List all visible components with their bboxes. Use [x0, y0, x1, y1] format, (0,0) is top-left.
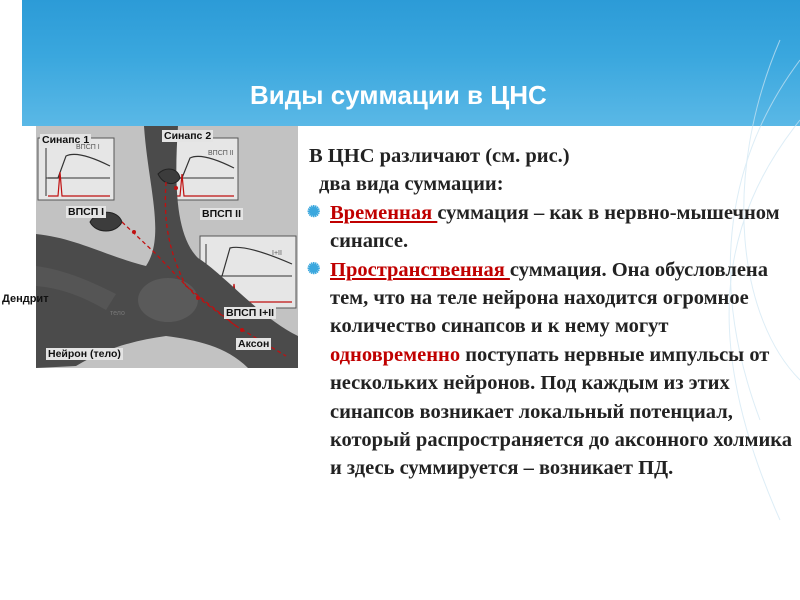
body-small-label: тело — [110, 310, 125, 317]
slide-title: Виды суммации в ЦНС — [250, 80, 547, 110]
temporal-term: Временная — [330, 201, 438, 224]
epsp2-small-label: ВПСП II — [208, 150, 234, 157]
synapse1-label: Синапс 1 — [42, 134, 90, 146]
temporal-text: суммация – как в нервно-мышечном синапсе. — [330, 201, 780, 253]
spatial-text-a: суммация. Она обусловлена тем, что на теле нейрона находится огромное количество синапсов и к нему могут — [330, 258, 768, 338]
neuron-diagram — [36, 126, 298, 368]
spatial-term: Пространственная — [330, 258, 510, 281]
axon-label: Аксон — [238, 338, 270, 350]
intro-line-2: два вида суммации: — [319, 173, 504, 196]
epsp1-label: ВПСП I — [68, 206, 105, 218]
spatial-summation-item — [305, 256, 795, 483]
star-bullet-icon: ✺ — [307, 203, 321, 221]
spatial-text-b: поступать нервные импульсы от нескольких нейронов. Под каждым из этих синапсов возникает локальный потенциал, который распространяется до аксонного холмика и здесь суммируется – возникает ПД. — [330, 343, 793, 480]
epsp12-label: ВПСП I+II — [226, 307, 275, 319]
synapse-summation-figure — [36, 126, 298, 368]
neuron-body-label: Нейрон (тело) — [48, 348, 121, 360]
dendrite-label: Дендрит — [2, 293, 49, 305]
star-bullet-icon: ✺ — [307, 260, 321, 278]
synapse2-label: Синапс 2 — [164, 130, 212, 142]
epsp1-small-label: ВПСП I — [76, 144, 100, 151]
epsp2-label: ВПСП II — [202, 208, 242, 220]
epsp12-small-label: I+II — [272, 250, 282, 257]
intro-line-1: В ЦНС различают (см. рис.) — [309, 145, 570, 167]
spatial-highlight: одновременно — [330, 343, 461, 366]
temporal-summation-item — [305, 199, 795, 256]
slide-body — [305, 142, 795, 483]
